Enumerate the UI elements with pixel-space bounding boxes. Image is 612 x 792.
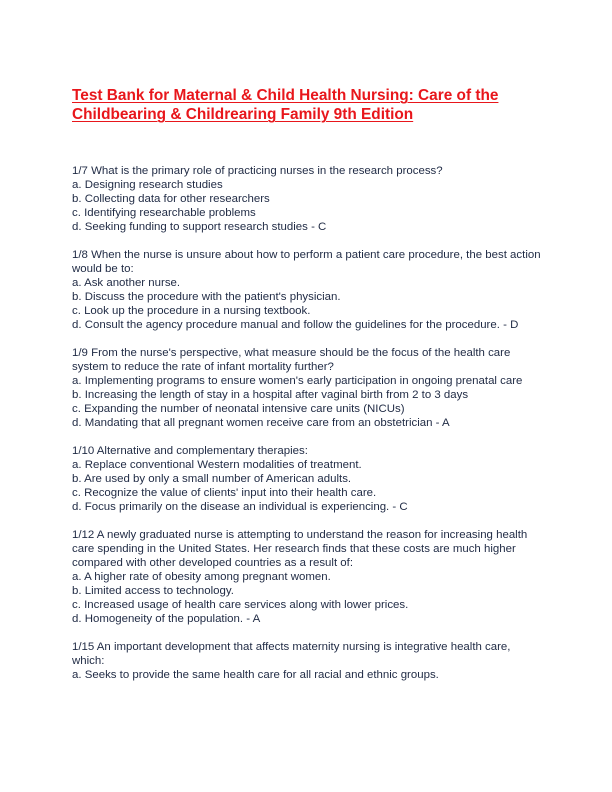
question-list (72, 164, 542, 696)
answer-option: a. Ask another nurse. (72, 277, 181, 289)
question-block (72, 640, 542, 682)
answer-option: c. Increased usage of health care services along with lower prices. (72, 599, 409, 611)
question-block (72, 248, 542, 332)
answer-option: a. Designing research studies (72, 179, 223, 191)
answer-option: c. Identifying researchable problems (72, 207, 256, 219)
answer-option: d. Seeking funding to support research studies - C (72, 221, 327, 233)
question-stem: 1/10 Alternative and complementary therapies: (72, 445, 308, 457)
document-title: Test Bank for Maternal & Child Health Nursing: Care of the Childbearing & Childrearing Family 9th Edition (72, 87, 499, 123)
answer-option: d. Consult the agency procedure manual and follow the guidelines for the procedure. - D (72, 319, 519, 331)
answer-option: b. Are used by only a small number of American adults. (72, 473, 352, 485)
answer-option: a. A higher rate of obesity among pregnant women. (72, 571, 331, 583)
question-block (72, 444, 542, 514)
answer-option: a. Replace conventional Western modalities of treatment. (72, 459, 362, 471)
question-stem: 1/12 A newly graduated nurse is attempting to understand the reason for increasing health care spending in the United States. Her research finds that these costs are much higher compared with other developed countries as a result of: (72, 529, 531, 569)
answer-option: a. Implementing programs to ensure women's early participation in ongoing prenatal care (72, 375, 523, 387)
answer-option: a. Seeks to provide the same health care for all racial and ethnic groups. (72, 669, 439, 681)
answer-option: b. Increasing the length of stay in a hospital after vaginal birth from 2 to 3 days (72, 389, 469, 401)
question-block (72, 346, 542, 430)
question-stem: 1/9 From the nurse's perspective, what measure should be the focus of the health care system to reduce the rate of infant mortality further? (72, 347, 514, 373)
answer-option: b. Discuss the procedure with the patient's physician. (72, 291, 341, 303)
answer-option: c. Expanding the number of neonatal intensive care units (NICUs) (72, 403, 405, 415)
answer-option: c. Recognize the value of clients' input into their health care. (72, 487, 377, 499)
answer-option: b. Limited access to technology. (72, 585, 234, 597)
question-stem: 1/8 When the nurse is unsure about how to perform a patient care procedure, the best action would be to: (72, 249, 544, 275)
answer-option: d. Homogeneity of the population. - A (72, 613, 261, 625)
answer-option: d. Focus primarily on the disease an individual is experiencing. - C (72, 501, 408, 513)
question-block (72, 164, 542, 234)
answer-option: b. Collecting data for other researchers (72, 193, 270, 205)
question-stem: 1/7 What is the primary role of practicing nurses in the research process? (72, 165, 443, 177)
answer-option: d. Mandating that all pregnant women receive care from an obstetrician - A (72, 417, 450, 429)
answer-option: c. Look up the procedure in a nursing textbook. (72, 305, 311, 317)
question-stem: 1/15 An important development that affects maternity nursing is integrative health care, which: (72, 641, 514, 667)
question-block (72, 528, 542, 626)
